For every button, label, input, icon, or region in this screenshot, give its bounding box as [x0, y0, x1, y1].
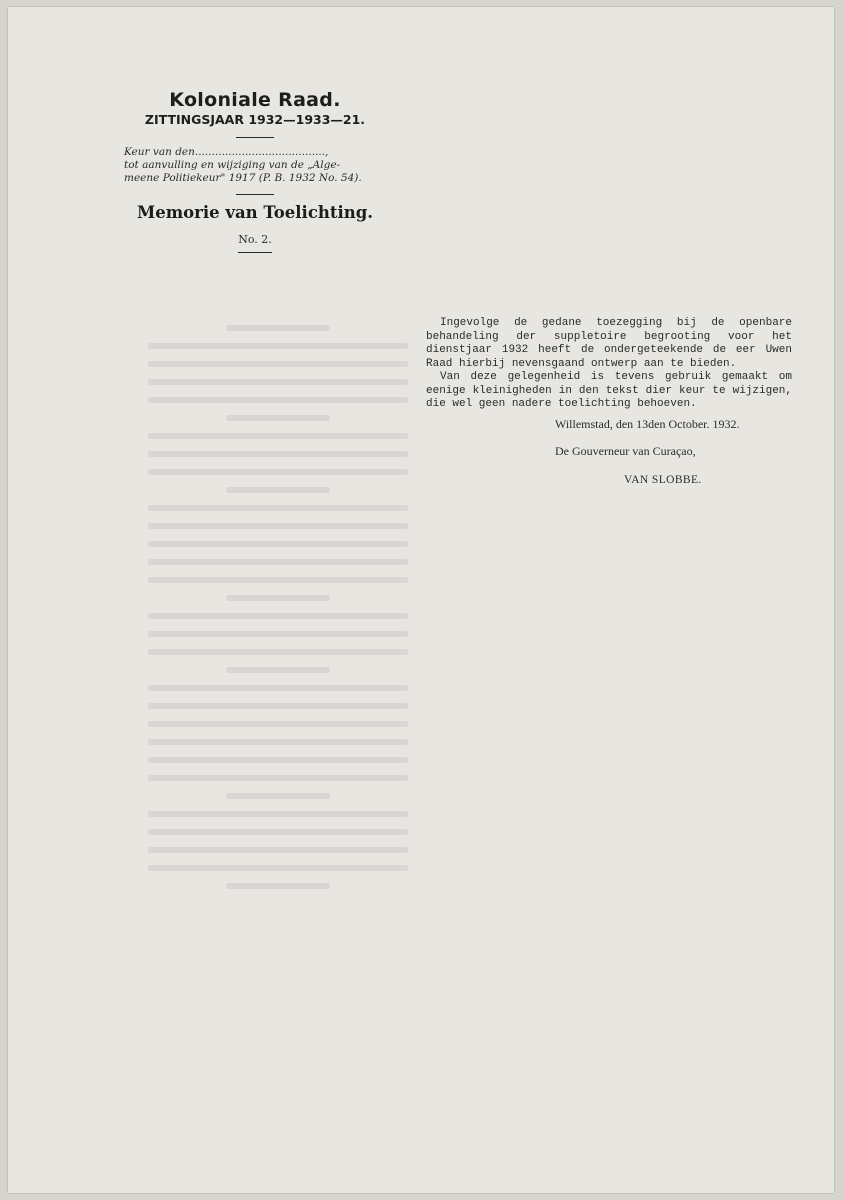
show-through-lines-decoration [148, 325, 408, 901]
ordinance-description [124, 146, 386, 185]
session-year: ZITTINGSJAAR 1932—1933—21. [144, 112, 366, 127]
show-through-decoration [473, 89, 743, 111]
explanation-text [426, 317, 792, 412]
ordinance-line-2: tot aanvulling en wijziging van de „Alge- [124, 159, 341, 171]
document-header [112, 89, 398, 253]
signatory-office: De Gouverneur van Curaçao, [555, 444, 696, 458]
council-title: Koloniale Raad. [169, 89, 341, 111]
signatory-name: VAN SLOBBE. [624, 474, 702, 486]
divider [236, 137, 274, 138]
paragraph: Ingevolge de gedane toezegging bij de openbare behandeling der suppletoire begrooting voor het dienstjaar 1932 heeft de ondergeteekende de eer Uwen Raad hierbij nevensgaand ontwerp aan te bieden. [426, 317, 792, 370]
ordinance-line-1: Keur van den......................................., [124, 146, 329, 158]
ordinance-line-3: meene Politiekeur" 1917 (P. B. 1932 No. 54). [124, 172, 362, 184]
document-number: No. 2. [238, 233, 272, 246]
document-title: Memorie van Toelichting. [136, 203, 374, 222]
divider [236, 194, 274, 195]
paragraph: Van deze gelegenheid is tevens gebruik gemaakt om eenige kleinigheden in den tekst dier keur te wijzigen, die wel geen nadere toelichting behoeven. [426, 371, 792, 410]
divider [238, 252, 272, 253]
document-page [8, 7, 834, 1193]
place-date: Willemstad, den 13den October. 1932. [555, 417, 740, 431]
